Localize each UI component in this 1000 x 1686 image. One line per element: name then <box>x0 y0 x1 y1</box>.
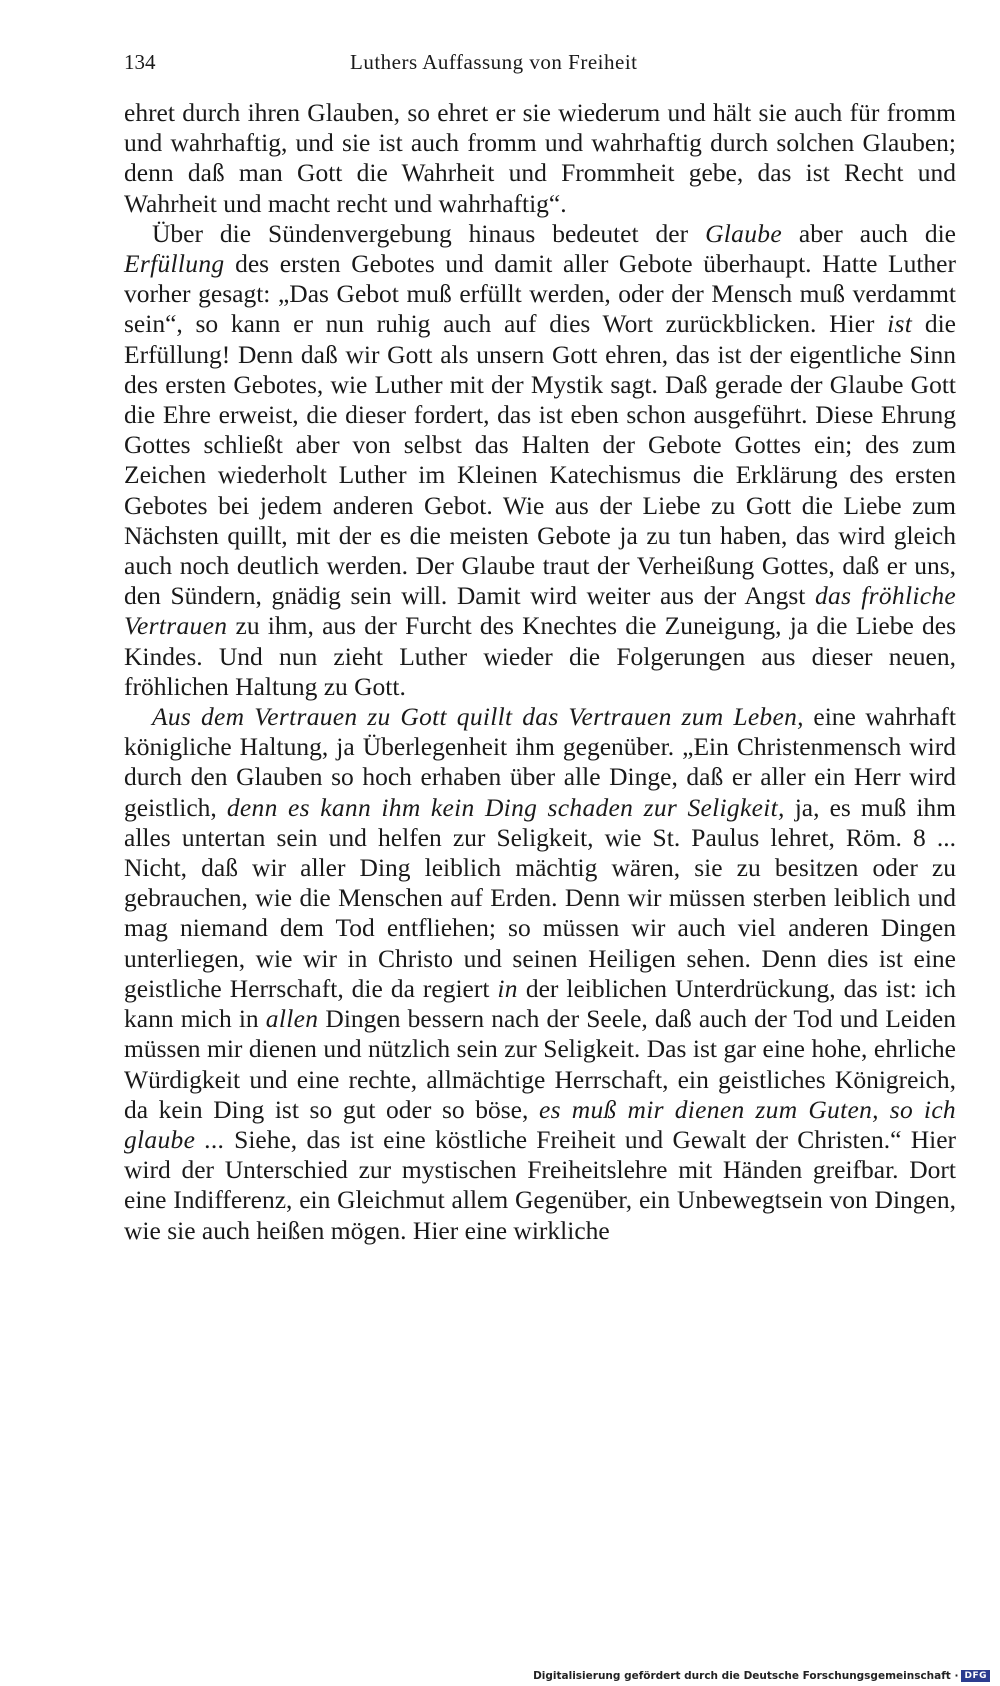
emphasis-text: denn es kann ihm kein Ding schaden zur Seligkeit, <box>226 792 785 822</box>
paragraph <box>124 219 956 702</box>
text-run: die Erfüllung! Denn daß wir Gott als unsern Gott ehren, das ist der eigentliche Sinn des ersten Gebotes, wie Luther mit der Mystik sagt. Daß gerade der Glaube Gott die Ehre erweist, die dieser fordert, das ist eben schon ausgeführt. Diese Ehrung Gottes schließt aber von selbst das Halten der Gebote Gottes ein; des zum Zeichen wiederholt Luther im Kleinen Katechismus die Erklärung des ersten Gebotes bei jedem anderen Gebot. Wie aus der Liebe zu Gott die Liebe zum Nächsten quillt, mit der es die meisten Gebote ja zu tun haben, das wird gleich auch noch deutlich werden. Der Glaube traut der Verheißung Gottes, daß er uns, den Sündern, gnädig sein will. Damit wird weiter aus der Angst <box>124 309 956 611</box>
text-run: eine wahrhaft königliche Haltung, ja Überlegenheit ihm gegenüber. „Ein Christenmensch wird durch den Glauben so hoch erhaben über alle Dinge, daß er aller ein Herr wird geistlich, <box>124 702 957 822</box>
emphasis-text: Erfüllung <box>124 249 225 279</box>
running-head <box>124 50 956 86</box>
emphasis-text: Glaube <box>705 218 782 248</box>
emphasis-text: das fröhliche Vertrauen <box>124 581 957 641</box>
text-run: Dingen bessern nach der Seele, daß auch der Tod und Leiden müssen mir dienen und nützlich sein zur Seligkeit. Das ist gar eine hohe, ehrliche Würdigkeit und eine rechte, allmächtige Herrschaft, ein geistliches Königreich, da kein Ding ist so gut oder so böse, <box>124 1004 957 1124</box>
book-page <box>124 50 956 1246</box>
running-title: Luthers Auffassung von Freiheit <box>350 50 638 74</box>
emphasis-text: in <box>497 973 518 1003</box>
text-run: ehret durch ihren Glauben, so ehret er sie wiederum und hält sie auch für fromm und wahrhaftig, und sie ist auch fromm und wahrhaftig durch solchen Glauben; denn daß man Gott die Wahrheit und Frommheit gebe, das ist Recht und Wahrheit und macht recht und wahrhaftig“. <box>124 98 956 218</box>
emphasis-text: ist <box>887 309 913 339</box>
text-run: des ersten Gebotes und damit aller Gebote überhaupt. Hatte Luther vorher gesagt: „Das Gebot muß erfüllt werden, oder der Mensch muß verdammt sein“, so kann er nun ruhig auch auf dies Wort zurückblicken. Hier <box>124 249 956 339</box>
text-run: zu ihm, aus der Furcht des Knechtes die Zuneigung, ja die Liebe des Kindes. Und nun zieht Luther wieder die Folgerungen aus dieser neuen, fröhlichen Haltung zu Gott. <box>124 611 956 701</box>
text-run: Siehe, das ist eine köstliche Freiheit und Gewalt der Christen.“ Hier wird der Unterschied zur mystischen Freiheitslehre mit Händen greifbar. Dort eine Indifferenz, ein Gleichmut allem Gegenüber, ein Unbewegtsein von Dingen, wie sie auch heißen mögen. Hier eine wirkliche <box>124 1124 957 1245</box>
text-run: Über die Sündenvergebung hinaus bedeutet der <box>152 218 706 248</box>
emphasis-text: Aus dem Vertrauen zu Gott quillt das Vertrauen zum Leben, <box>152 702 804 732</box>
digitization-footer <box>533 1670 990 1682</box>
emphasis-text: allen <box>265 1004 319 1034</box>
page-number: 134 <box>124 50 156 74</box>
paragraph <box>124 702 956 1246</box>
text-run: der leiblichen Unterdrückung, das ist: ich kann mich in <box>124 973 956 1034</box>
digitization-note: Digitalisierung gefördert durch die Deutsche Forschungsgemeinschaft · <box>533 1670 959 1682</box>
paragraph <box>124 98 956 219</box>
body-text <box>124 98 956 1246</box>
text-run: aber auch die <box>781 218 957 248</box>
text-run: ja, es muß ihm alles untertan sein und helfen zur Seligkeit, wie St. Paulus lehret, Röm. 8 ... Nicht, daß wir aller Ding leiblich mächtig wären, sie zu besitzen oder zu gebrauchen, wie die Menschen auf Erden. Denn wir müssen sterben leiblich und mag niemand dem Tod entfliehen; so müssen wir auch viel anderen Dingen unterliegen, wie wir in Christo und seinen Heiligen sehen. Denn dies ist eine geistliche Herrschaft, die da regiert <box>124 792 956 1003</box>
emphasis-text: es muß mir dienen zum Guten, so ich glaube ... <box>124 1094 956 1154</box>
dfg-logo-icon: DFG <box>961 1670 990 1682</box>
